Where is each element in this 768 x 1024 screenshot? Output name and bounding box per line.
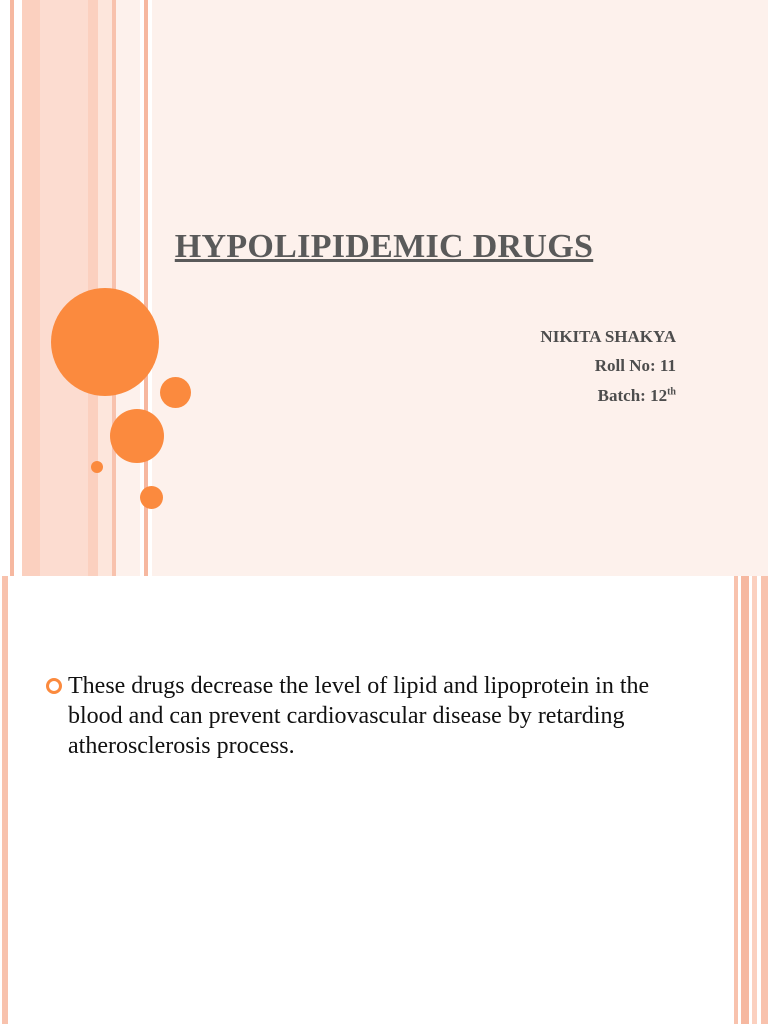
slide-title: HYPOLIPIDEMIC DRUGS xyxy=(174,228,594,265)
stripe-decoration xyxy=(22,0,40,576)
batch-text: Batch: 12 xyxy=(597,386,668,405)
roll-number xyxy=(595,356,676,376)
circle-decoration xyxy=(160,377,191,408)
stripe-decoration xyxy=(40,0,88,576)
stripe-decoration xyxy=(741,576,749,1024)
stripe-decoration xyxy=(2,576,8,1024)
stripe-decoration xyxy=(761,576,768,1024)
batch-superscript: th xyxy=(667,386,676,398)
author-name xyxy=(540,327,676,347)
bullet-item: These drugs decrease the level of lipid and lipoprotein in the blood and can prevent cardiovascular disease by retarding atherosclerosis process. xyxy=(68,673,650,759)
author-name-text: NIKITA SHAKYA xyxy=(540,327,676,346)
stripe-decoration xyxy=(0,0,10,576)
circle-decoration xyxy=(51,288,159,396)
batch-info xyxy=(598,386,676,406)
stripe-decoration xyxy=(116,0,140,576)
circle-decoration xyxy=(140,486,163,509)
circle-decoration xyxy=(110,409,164,463)
stripe-decoration xyxy=(14,0,22,576)
content-slide xyxy=(0,576,768,1024)
roll-number-text: Roll No: 11 xyxy=(594,356,676,375)
circle-decoration xyxy=(91,461,103,473)
bullet-circle-icon xyxy=(46,678,62,694)
